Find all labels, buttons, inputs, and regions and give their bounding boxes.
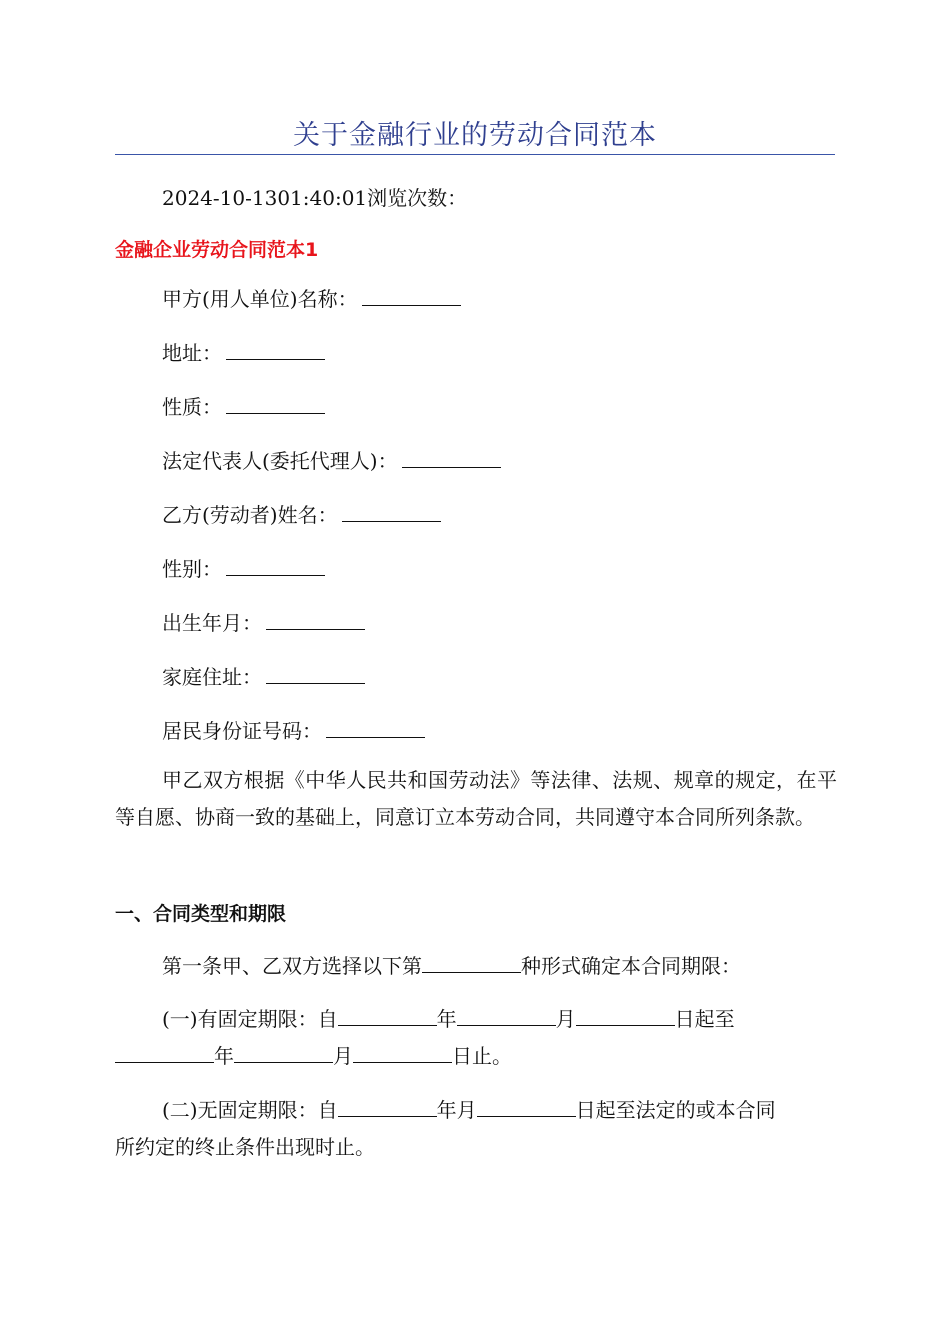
field-gender [162,553,325,582]
fill-blank [266,611,365,630]
month-label: 月 [555,1007,576,1031]
field-label: 地址： [162,341,222,365]
clause-1-text-b: 种形式确定本合同期限： [521,954,741,978]
section-heading-template-1: 金融企业劳动合同范本1 [115,239,319,261]
fixed-term-line-2 [115,1038,837,1075]
field-label: 法定代表人(委托代理人)： [162,449,398,473]
field-label: 家庭住址： [162,665,262,689]
fill-blank [338,1098,437,1117]
section-heading-contract-type: 一、合同类型和期限 [115,903,287,925]
open-term-rest: 日起至法定的或本合同 [575,1098,776,1122]
fill-blank [338,1007,437,1026]
field-label: 性别： [162,557,222,581]
fill-blank [326,719,425,738]
field-label: 甲方(用人单位)名称： [162,287,358,311]
field-label: 居民身份证号码： [162,719,322,743]
day-to-label: 日止。 [452,1044,512,1068]
year-label: 年 [214,1044,234,1068]
month-label: 月 [333,1044,353,1068]
field-id-number [162,715,425,744]
fixed-term-label: (一)有固定期限：自 [162,1007,338,1031]
field-birth-date [162,607,365,636]
fill-blank [477,1098,576,1117]
field-legal-representative [162,445,501,474]
fill-blank [457,1007,556,1026]
document-title: 关于金融行业的劳动合同范本 [293,120,657,151]
fill-blank [353,1044,452,1063]
fill-blank [342,503,441,522]
open-term-label: (二)无固定期限：自 [162,1098,338,1122]
day-from-label: 日起至 [674,1007,735,1031]
clause-1-text-a: 第一条甲、乙双方选择以下第 [162,954,422,978]
field-nature [162,391,325,420]
clause-1 [115,948,837,985]
field-employee-name [162,499,441,528]
fill-blank [402,449,501,468]
year-month-label: 年月 [436,1098,477,1122]
open-term-line-1 [115,1092,837,1129]
open-term-line-2: 所约定的终止条件出现时止。 [115,1135,375,1159]
year-label: 年 [436,1007,457,1031]
publish-meta: 2024-10-1301:40:01浏览次数： [162,186,468,210]
intro-paragraph: 甲乙双方根据《中华人民共和国劳动法》等法律、法规、规章的规定，在平等自愿、协商一致的基础上，同意订立本劳动合同，共同遵守本合同所列条款。 [115,768,837,829]
field-label: 性质： [162,395,222,419]
fill-blank [422,954,521,973]
fill-blank [226,395,325,414]
fill-blank [226,341,325,360]
field-label: 乙方(劳动者)姓名： [162,503,338,527]
fill-blank [576,1007,675,1026]
fill-blank [115,1044,214,1063]
field-address [162,337,325,366]
field-home-address [162,661,365,690]
fill-blank [226,557,325,576]
fixed-term-line-1 [115,1001,837,1038]
field-label: 出生年月： [162,611,262,635]
title-underline [115,154,835,155]
fill-blank [362,287,461,306]
fill-blank [266,665,365,684]
fill-blank [234,1044,333,1063]
field-employer-name [162,283,461,312]
